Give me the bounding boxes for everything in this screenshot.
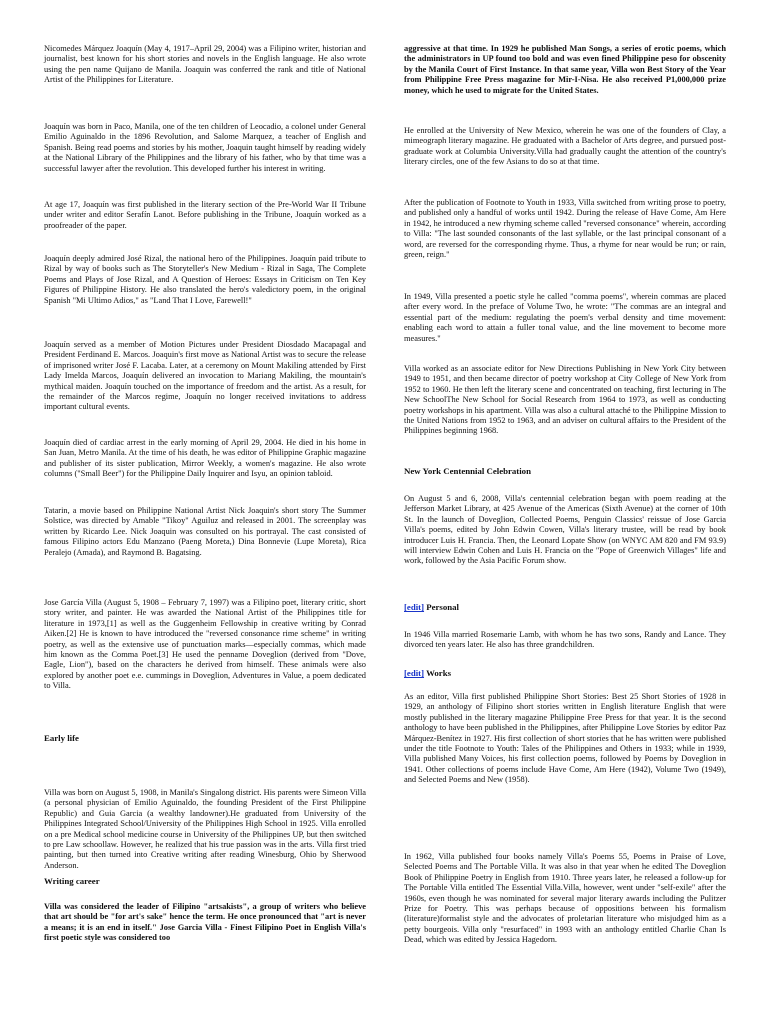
- paragraph-tatarin: Tatarin, a movie based on Philippine National Artist Nick Joaquin's short story The Summer Solstice, was directed by Amable "Tikoy" Aguiluz and released in 2001. The screenplay was written by Ricardo Lee. Nick Joaquin was consulted on his portrayal. The cast consisted of famous Filipino actors Edu Manzano (Paeng Moreta,) Dina Bonnevie (Lupe Moreta), Rica Peralejo (Amada), and Raymond B. Bagatsing.: [44, 506, 366, 557]
- paragraph-comma-poems: In 1949, Villa presented a poetic style he called "comma poems", wherein commas are placed after every word. In the preface of Volume Two, he wrote: "The commas are an integral and essential part of the medium: regulating the poem's verbal density and time movement: enabling each word to attain a fuller tonal value, and the line movement to become more measures.": [404, 292, 726, 343]
- paragraph-new-directions: Villa worked as an associate editor for New Directions Publishing in New York City between 1949 to 1951, and then became director of poetry workshop at City College of New York from 1952 to 1960. He then left the literary scene and concentrated on teaching, first lecturing in The New SchoolThe New School for Social Research from 1964 to 1973, as well as conducting poetry workshops in his apartment. Villa was also a cultural attaché to the Philippine Mission to the United Nations from 1952 to 1963, and an adviser on cultural affairs to the President of the Philippines beginning 1968.: [404, 364, 726, 436]
- paragraph-joaquin-intro: Nicomedes Márquez Joaquín (May 4, 1917–April 29, 2004) was a Filipino writer, historian and journalist, best known for his short stories and novels in the English language. He also wrote using the pen name Quijano de Manila. Joaquin was conferred the rank and title of National Artist of the Philippines for Literature.: [44, 44, 366, 85]
- heading-works: [404, 668, 451, 678]
- paragraph-joaquin-rizal: Joaquín deeply admired José Rizal, the national hero of the Philippines. Joaquín paid tribute to Rizal by way of books such as The Storyteller's New Medium - Rizal in Saga, The Complete Poems and Plays of Jose Rizal, and A Question of Heroes: Essays in Criticism on Ten Key Figures of Philippine History. He also translated the hero's valedictory poem, in the original Spanish "Mi Ultimo Adios," as "Land That I Love, Farewell!": [44, 254, 366, 305]
- edit-link-personal[interactable]: [edit]: [404, 602, 425, 612]
- paragraph-works: As an editor, Villa first published Philippine Short Stories: Best 25 Short Stories of 1928 in 1929, an anthology of Filipino short stories written in English literature English that were mostly published in the literary magazine Philippine Free Press for that year. It is the second anthology to have been published in the Philippines, after Philippine Love Stories by editor Paz Márquez-Benítez in 1927. His first collection of short stories that he has written were published under the title Footnote to Youth: Tales of the Philippines and Others in 1933; while in 1939, Villa published Many Voices, his first collection poems, followed by Poems by Doveglion in 1941. Other collections of poems include Have Come, Am Here (1942), Volume Two (1949), and Selected Poems and New (1958).: [404, 692, 726, 785]
- paragraph-new-mexico: He enrolled at the University of New Mexico, wherein he was one of the founders of Clay, a mimeograph literary magazine. He graduated with a Bachelor of Arts degree, and pursued post-graduate work at Columbia University.Villa had gradually caught the attention of the country's literary circles, one of the few Asians to do so at that time.: [404, 126, 726, 167]
- paragraph-footnote-to-youth: After the publication of Footnote to Youth in 1933, Villa switched from writing prose to poetry, and published only a handful of works until 1942. During the release of Have Come, Am Here in 1942, he introduced a new rhyming scheme called "reversed consonance" wherein, according to Villa: "The last sounded consonants of the last syllable, or the last principal consonant of a word, are reversed for the corresponding rhyme. Thus, a rhyme for near would be run; or rain, green, reign.": [404, 198, 726, 260]
- paragraph-villa-intro: Jose García Villa (August 5, 1908 – February 7, 1997) was a Filipino poet, literary critic, short story writer, and painter. He was awarded the National Artist of the Philippines title for literature in 1973,[1] as well as the Guggenheim Fellowship in creative writing by Conrad Aiken.[2] He is known to have introduced the "reversed consonance rime scheme" in writing poetry, as well as the extensive use of punctuation marks—especially commas, which made him known as the Comma Poet.[3] He used the penname Doveglion (derived from "Dove, Eagle, Lion"), based on the characters he derived from himself. These animals were also explored by another poet e.e. cummings in Doveglion, Adventures in Value, a poem dedicated to Villa.: [44, 598, 366, 691]
- heading-personal-label: Personal: [426, 602, 459, 612]
- heading-works-label: Works: [426, 668, 452, 678]
- heading-early-life: Early life: [44, 733, 79, 743]
- paragraph-1962-books: In 1962, Villa published four books namely Villa's Poems 55, Poems in Praise of Love, Selected Poems and The Portable Villa. It was also in that year when he edited The Doveglion Book of Philippine Poetry in English from 1910. Three years later, he released a follow-up for The Portable Villa entitled The Essential Villa.Villa, however, went under "self-exile" after the 1960s, even though he was nominated for several major literary awards including the Pulitzer Prize for Poetry. This was perhaps because of oppositions between his formalism (literature)formalist style and the advocates of proletarian literature who misjudged him as a petty bourgeois. Villa only "resurfaced" in 1993 with an anthology entitled Charlie Chan Is Dead, which was edited by Jessica Hagedorn.: [404, 852, 726, 945]
- paragraph-writing-career: Villa was considered the leader of Filipino "artsakists", a group of writers who believe that art should be "for art's sake" hence the term. He once pronounced that "art is never a means; it is an end in itself." Jose Garcia Villa - Finest Filipino Poet in English Villa's first poetic style was considered too: [44, 902, 366, 943]
- edit-link-works[interactable]: [edit]: [404, 668, 425, 678]
- paragraph-joaquin-age17: At age 17, Joaquín was first published in the literary section of the Pre-World War II Tribune under writer and editor Serafín Lanot. Before publishing in the Tribune, Joaquín worked as a proofreader of the paper.: [44, 200, 366, 230]
- paragraph-joaquin-birth: Joaquín was born in Paco, Manila, one of the ten children of Leocadio, a colonel under General Emilio Aguinaldo in the 1896 Revolution, and Salome Marquez, a teacher of English and Spanish. Being read poems and stories by his mother, Joaquin taught himself by reading widely at the National Library of the Philippines and the library of his father, who by that time was a successful lawyer after the revolution. This developed further his interest in writing.: [44, 122, 366, 173]
- heading-personal: [404, 602, 459, 612]
- paragraph-man-songs: aggressive at that time. In 1929 he published Man Songs, a series of erotic poems, which the administrators in UP found too bold and was even fined Philippine peso for obscenity by the Manila Court of First Instance. In that same year, Villa won Best Story of the Year from Philippine Free Press magazine for Mir-I-Nisa. He also received P1,000,000 prize money, which he used to migrate for the United States.: [404, 44, 726, 95]
- heading-writing-career: Writing career: [44, 876, 100, 886]
- paragraph-personal: In 1946 Villa married Rosemarie Lamb, with whom he has two sons, Randy and Lance. They divorced ten years later. He also has three grandchildren.: [404, 630, 726, 650]
- paragraph-centennial: On August 5 and 6, 2008, Villa's centennial celebration began with poem reading at the Jefferson Market Library, at 425 Avenue of the Americas (Sixth Avenue) at the corner of 10th St. In the launch of Doveglion, Collected Poems, Penguin Classics' reissue of Jose Garcia Villa's poems, edited by John Edwin Cowen, Villa's literary trustee, will be read by book introducer Luis H. Francia. Then, the Leonard Lopate Show (on WNYC AM 820 and FM 93.9) will interview Edwin Cohen and Luis H. Francia on the "Pope of Greenwich Villages" life and work, followed by the Asia Pacific Forum show.: [404, 494, 726, 566]
- paragraph-villa-early-life: Villa was born on August 5, 1908, in Manila's Singalong district. His parents were Simeon Villa (a personal physician of Emilio Aguinaldo, the founding President of the First Philippine Republic) and Guia Garcia (a wealthy landowner).He graduated from University of the Philippines Integrated School/University of the Philippines High School in 1925. Villa enrolled on a pre Medical school medicine course in University of the Philippines UP, but then switched to pre Law schoollaw. However, he realized that his true passion was in the arts. Villa first tried painting, but then turned into Creative writing after reading Winesburg, Ohio by Sherwood Anderson.: [44, 788, 366, 870]
- paragraph-joaquin-motion-pictures: Joaquín served as a member of Motion Pictures under President Diosdado Macapagal and President Ferdinand E. Marcos. Joaquin's first move as National Artist was to secure the release of imprisoned writer José F. Lacaba. Later, at a ceremony on Mount Makiling attended by First Lady Imelda Marcos, Joaquín delivered an invocation to Mariang Makiling, the mountain's mythical maiden. Joaquín touched on the importance of freedom and the artist. As a result, for the remainder of the Marcos regime, Joaquín no longer received invitations to address important cultural events.: [44, 340, 366, 412]
- heading-centennial: New York Centennial Celebration: [404, 466, 531, 476]
- paragraph-joaquin-death: Joaquín died of cardiac arrest in the early morning of April 29, 2004. He died in his home in San Juan, Metro Manila. At the time of his death, he was editor of Philippine Graphic magazine and publisher of its sister publication, Mirror Weekly, a women's magazine. He also wrote columns ("Small Beer") for the Philippine Daily Inquirer and Isyu, an opinion tabloid.: [44, 438, 366, 479]
